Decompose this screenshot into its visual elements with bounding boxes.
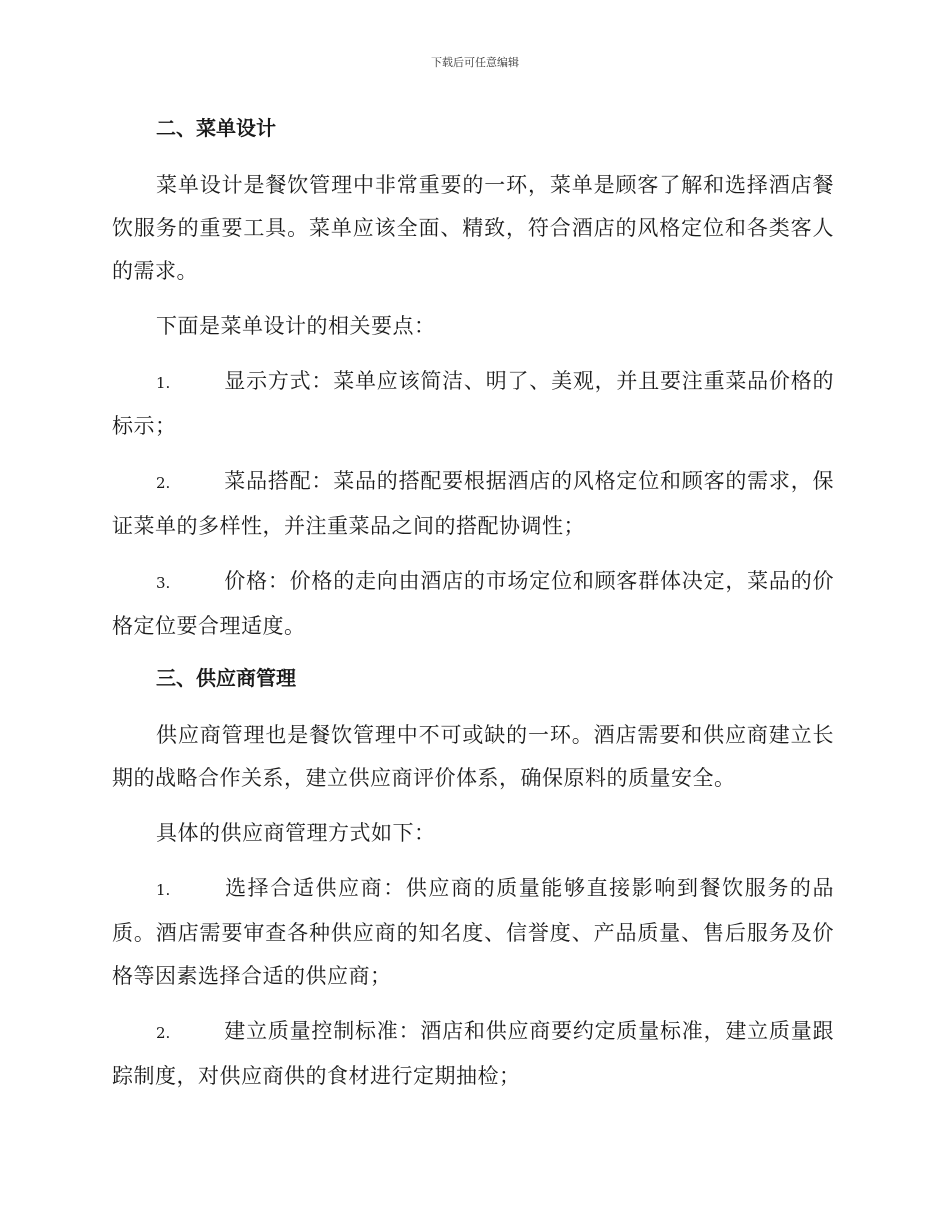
section-menu-design xyxy=(112,110,834,648)
list-item-number: 1. xyxy=(156,374,171,392)
list-item xyxy=(112,867,834,998)
list-item-number: 2. xyxy=(156,474,171,492)
list-item-number: 3. xyxy=(156,574,171,592)
list-item-text: 显示方式：菜单应该简洁、明了、美观，并且要注重菜品价格的标示； xyxy=(112,369,834,438)
section-supplier-management xyxy=(112,660,834,1098)
list-item xyxy=(112,1010,834,1098)
list-item-number: 2. xyxy=(156,1024,171,1042)
page-header-note: 下载后可任意编辑 xyxy=(431,56,519,69)
paragraph: 供应商管理也是餐饮管理中不可或缺的一环。酒店需要和供应商建立长期的战略合作关系，建立供应商评价体系，确保原料的质量安全。 xyxy=(112,723,834,790)
list-item xyxy=(112,360,834,448)
paragraph: 具体的供应商管理方式如下： xyxy=(156,821,436,845)
paragraph: 下面是菜单设计的相关要点： xyxy=(156,314,436,338)
list-item-number: 1. xyxy=(156,881,171,899)
paragraph: 菜单设计是餐饮管理中非常重要的一环，菜单是顾客了解和选择酒店餐饮服务的重要工具。菜单应该全面、精致，符合酒店的风格定位和各类客人的需求。 xyxy=(112,173,834,283)
section-heading: 二、菜单设计 xyxy=(156,116,276,140)
list-item xyxy=(112,560,834,648)
list-item-text: 建立质量控制标准：酒店和供应商要约定质量标准，建立质量跟踪制度，对供应商供的食材进行定期抽检； xyxy=(112,1019,834,1088)
list-item-text: 菜品搭配：菜品的搭配要根据酒店的风格定位和顾客的需求，保证菜单的多样性，并注重菜品之间的搭配协调性； xyxy=(112,469,834,538)
document-body xyxy=(112,110,834,1110)
list-item-text: 选择合适供应商：供应商的质量能够直接影响到餐饮服务的品质。酒店需要审查各种供应商的知名度、信誉度、产品质量、售后服务及价格等因素选择合适的供应商； xyxy=(112,876,834,988)
list-item xyxy=(112,460,834,548)
list-item-text: 价格：价格的走向由酒店的市场定位和顾客群体决定，菜品的价格定位要合理适度。 xyxy=(112,569,834,638)
section-heading: 三、供应商管理 xyxy=(156,666,296,690)
